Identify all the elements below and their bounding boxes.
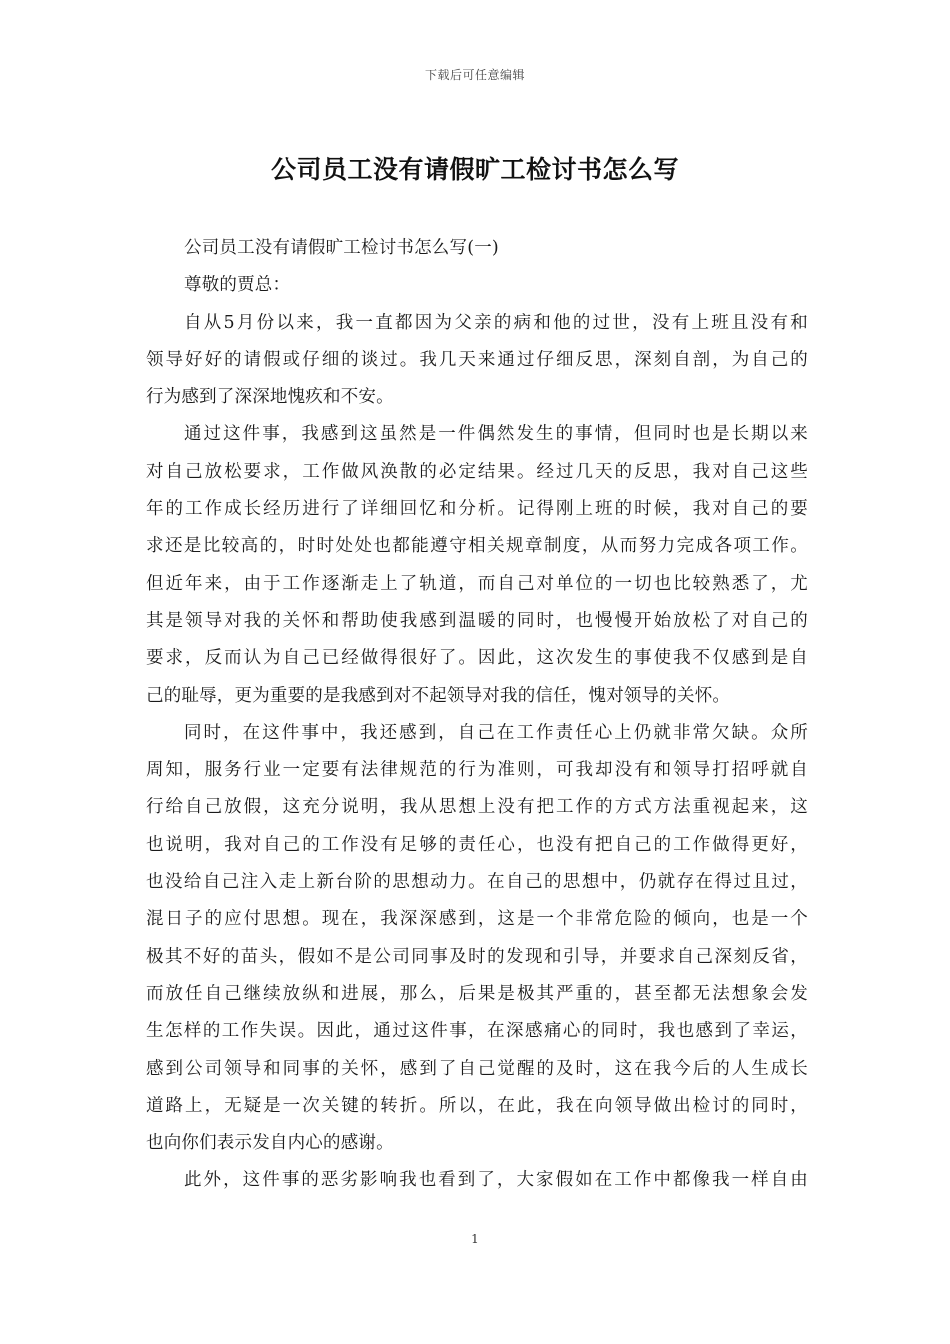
body-text-line: 周知，服务行业一定要有法律规范的行为准则，可我却没有和领导打招呼就自: [146, 760, 808, 781]
body-text-line: 年的工作成长经历进行了详细回忆和分析。记得刚上班的时候，我对自己的要: [146, 499, 808, 520]
body-text-line: 同时，在这件事中，我还感到，自己在工作责任心上仍就非常欠缺。众所: [184, 722, 808, 743]
body-text-line: 极其不好的苗头，假如不是公司同事及时的发现和引导，并要求自己深刻反省，: [146, 946, 808, 967]
document-title: 公司员工没有请假旷工检讨书怎么写: [270, 155, 679, 184]
body-text-line: 尊敬的贾总：: [184, 275, 291, 296]
body-text-line: 感到公司领导和同事的关怀，感到了自己觉醒的及时，这在我今后的人生成长: [146, 1058, 808, 1079]
body-text-line: 也说明，我对自己的工作没有足够的责任心，也没有把自己的工作做得更好，: [146, 834, 808, 855]
document-body: [146, 230, 808, 1200]
body-text-line: 生怎样的工作失误。因此，通过这件事，在深感痛心的同时，我也感到了幸运，: [146, 1021, 808, 1042]
body-text-line: 也没给自己注入走上新台阶的思想动力。在自己的思想中，仍就存在得过且过，: [146, 872, 808, 893]
body-text-line: 但近年来，由于工作逐渐走上了轨道，而自己对单位的一切也比较熟悉了，尤: [146, 573, 808, 594]
body-text-line: 混日子的应付思想。现在，我深深感到，这是一个非常危险的倾向，也是一个: [146, 909, 808, 930]
body-text-line: 行为感到了深深地愧疚和不安。: [146, 387, 394, 408]
body-text-line: 而放任自己继续放纵和进展，那么，后果是极其严重的，甚至都无法想象会发: [146, 983, 808, 1004]
body-text-line: 公司员工没有请假旷工检讨书怎么写(一): [184, 238, 499, 258]
body-text-line: 也向你们表示发自内心的感谢。: [146, 1133, 394, 1154]
page-header: 下载后可任意编辑: [424, 68, 525, 82]
body-text-line: 求还是比较高的，时时处处也都能遵守相关规章制度，从而努力完成各项工作。: [146, 536, 808, 557]
body-text-line: 道路上，无疑是一次关键的转折。所以，在此，我在向领导做出检讨的同时，: [146, 1095, 808, 1116]
body-text-line: 此外，这件事的恶劣影响我也看到了，大家假如在工作中都像我一样自由: [184, 1170, 808, 1191]
body-text-line: 自从5月份以来，我一直都因为父亲的病和他的过世，没有上班且没有和: [184, 312, 808, 333]
body-text-line: 通过这件事，我感到这虽然是一件偶然发生的事情，但同时也是长期以来: [184, 424, 808, 445]
body-text-line: 其是领导对我的关怀和帮助使我感到温暖的同时，也慢慢开始放松了对自己的: [146, 610, 808, 631]
body-text-line: 行给自己放假，这充分说明，我从思想上没有把工作的方式方法重视起来，这: [146, 797, 808, 818]
body-text-line: 领导好好的请假或仔细的谈过。我几天来通过仔细反思，深刻自剖，为自己的: [146, 349, 808, 370]
body-text-line: 对自己放松要求，工作做风涣散的必定结果。经过几天的反思，我对自己这些: [146, 461, 808, 482]
page-number: 1: [471, 1232, 479, 1246]
body-text-line: 要求，反而认为自己已经做得很好了。因此，这次发生的事使我不仅感到是自: [146, 648, 808, 669]
body-text-line: 己的耻辱，更为重要的是我感到对不起领导对我的信任，愧对领导的关怀。: [146, 685, 731, 706]
